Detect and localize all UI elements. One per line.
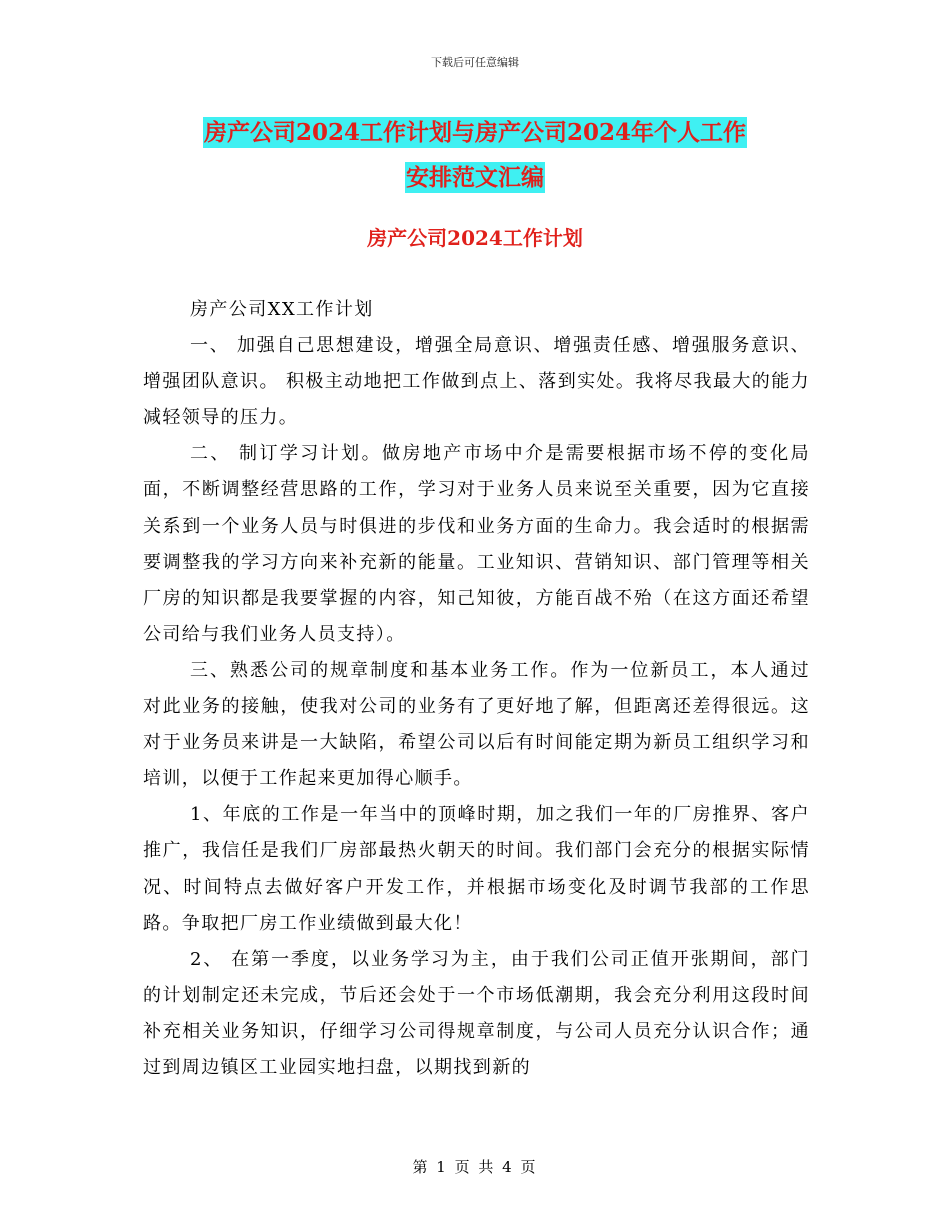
paragraph: 房产公司XX工作计划 (190, 299, 374, 320)
main-title (145, 110, 805, 200)
paragraph: 二、 制订学习计划。做房地产市场中介是需要根据市场不停的变化局面，不断调整经营思路的工作，学习对于业务人员来说至关重要，因为它直接关系到一个业务人员与时俱进的步伐和业务方面的生命力。我会适时的根据需要调整我的学习方向来补充新的能量。工业知识、营销知识、部门管理等相关厂房的知识都是我要掌握的内容，知己知彼，方能百战不殆（在这方面还希望公司给与我们业务人员支持）。 (143, 443, 810, 645)
body-text (143, 292, 810, 1086)
header-note: 下载后可任意编辑 (431, 56, 519, 69)
paragraph: 一、 加强自己思想建设，增强全局意识、增强责任感、增强服务意识、增强团队意识。 积极主动地把工作做到点上、落到实处。我将尽我最大的能力减轻领导的压力。 (143, 335, 810, 429)
paragraph: 1、年底的工作是一年当中的顶峰时期，加之我们一年的厂房推界、客户推广，我信任是我们厂房部最热火朝天的时间。我们部门会充分的根据实际情况、时间特点去做好客户开发工作，并根据市场变化及时调节我部的工作思路。争取把厂房工作业绩做到最大化！ (143, 804, 810, 934)
paragraph: 2、 在第一季度，以业务学习为主，由于我们公司正值开张期间，部门的计划制定还未完成，节后还会处于一个市场低潮期，我会充分利用这段时间补充相关业务知识，仔细学习公司得规章制度，与公司人员充分认识合作；通过到周边镇区工业园实地扫盘，以期找到新的 (143, 948, 810, 1078)
paragraph: 三、熟悉公司的规章制度和基本业务工作。作为一位新员工，本人通过对此业务的接触，使我对公司的业务有了更好地了解，但距离还差得很远。这对于业务员来讲是一大缺陷，希望公司以后有时间能定期为新员工组织学习和培训，以便于工作起来更加得心顺手。 (143, 659, 810, 790)
main-title-line1: 房产公司2024工作计划与房产公司2024年个人工作 (203, 119, 747, 146)
main-title-line2: 安排范文汇编 (406, 164, 544, 191)
page-footer: 第 1 页 共 4 页 (412, 1158, 538, 1176)
section-title: 房产公司2024工作计划 (367, 226, 583, 250)
